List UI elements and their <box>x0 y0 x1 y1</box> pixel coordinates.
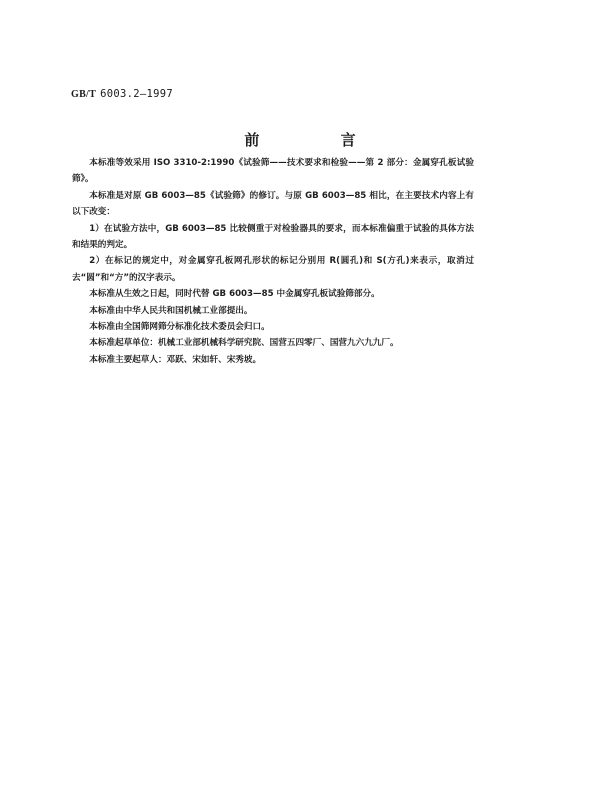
standard-code: 6003.2—1997 <box>100 88 173 100</box>
paragraph-adoption: 本标准等效采用 ISO 3310-2:1990《试验筛——技术要求和检验——第 2 部分：金属穿孔板试验筛》。 <box>72 158 474 185</box>
standard-prefix: GB/T <box>71 89 97 100</box>
standard-number-header <box>71 88 173 100</box>
paragraph-revision: 本标准是对原 GB 6003—85《试验筛》的修订。与原 GB 6003—85 相比，在主要技术内容上有以下改变： <box>72 190 474 218</box>
paragraph-technical-committee: 本标准由全国筛网筛分标准化技术委员会归口。 <box>89 322 270 333</box>
paragraph-drafting-units: 本标准起草单位：机械工业部机械科学研究院、国营五四零厂、国营九六九九厂。 <box>89 338 399 349</box>
paragraph-proposed-by: 本标准由中华人民共和国机械工业部提出。 <box>89 305 253 316</box>
foreword-title: 前 言 <box>244 131 394 149</box>
paragraph-change-2: 2）在标记的规定中，对金属穿孔板网孔形状的标记分别用 R(圆孔)和 S(方孔)来表示，取消过去“圆”和“方”的汉字表示。 <box>72 256 474 283</box>
paragraph-drafters: 本标准主要起草人：邓跃、宋如轩、宋秀坡。 <box>89 354 262 365</box>
foreword-body <box>72 155 474 368</box>
paragraph-supersedes: 本标准从生效之日起，同时代替 GB 6003—85 中金属穿孔板试验筛部分。 <box>89 289 380 300</box>
paragraph-change-1: 1）在试验方法中，GB 6003—85 比较侧重于对检验器具的要求，而本标准偏重于试验的具体方法和结果的判定。 <box>72 223 474 251</box>
